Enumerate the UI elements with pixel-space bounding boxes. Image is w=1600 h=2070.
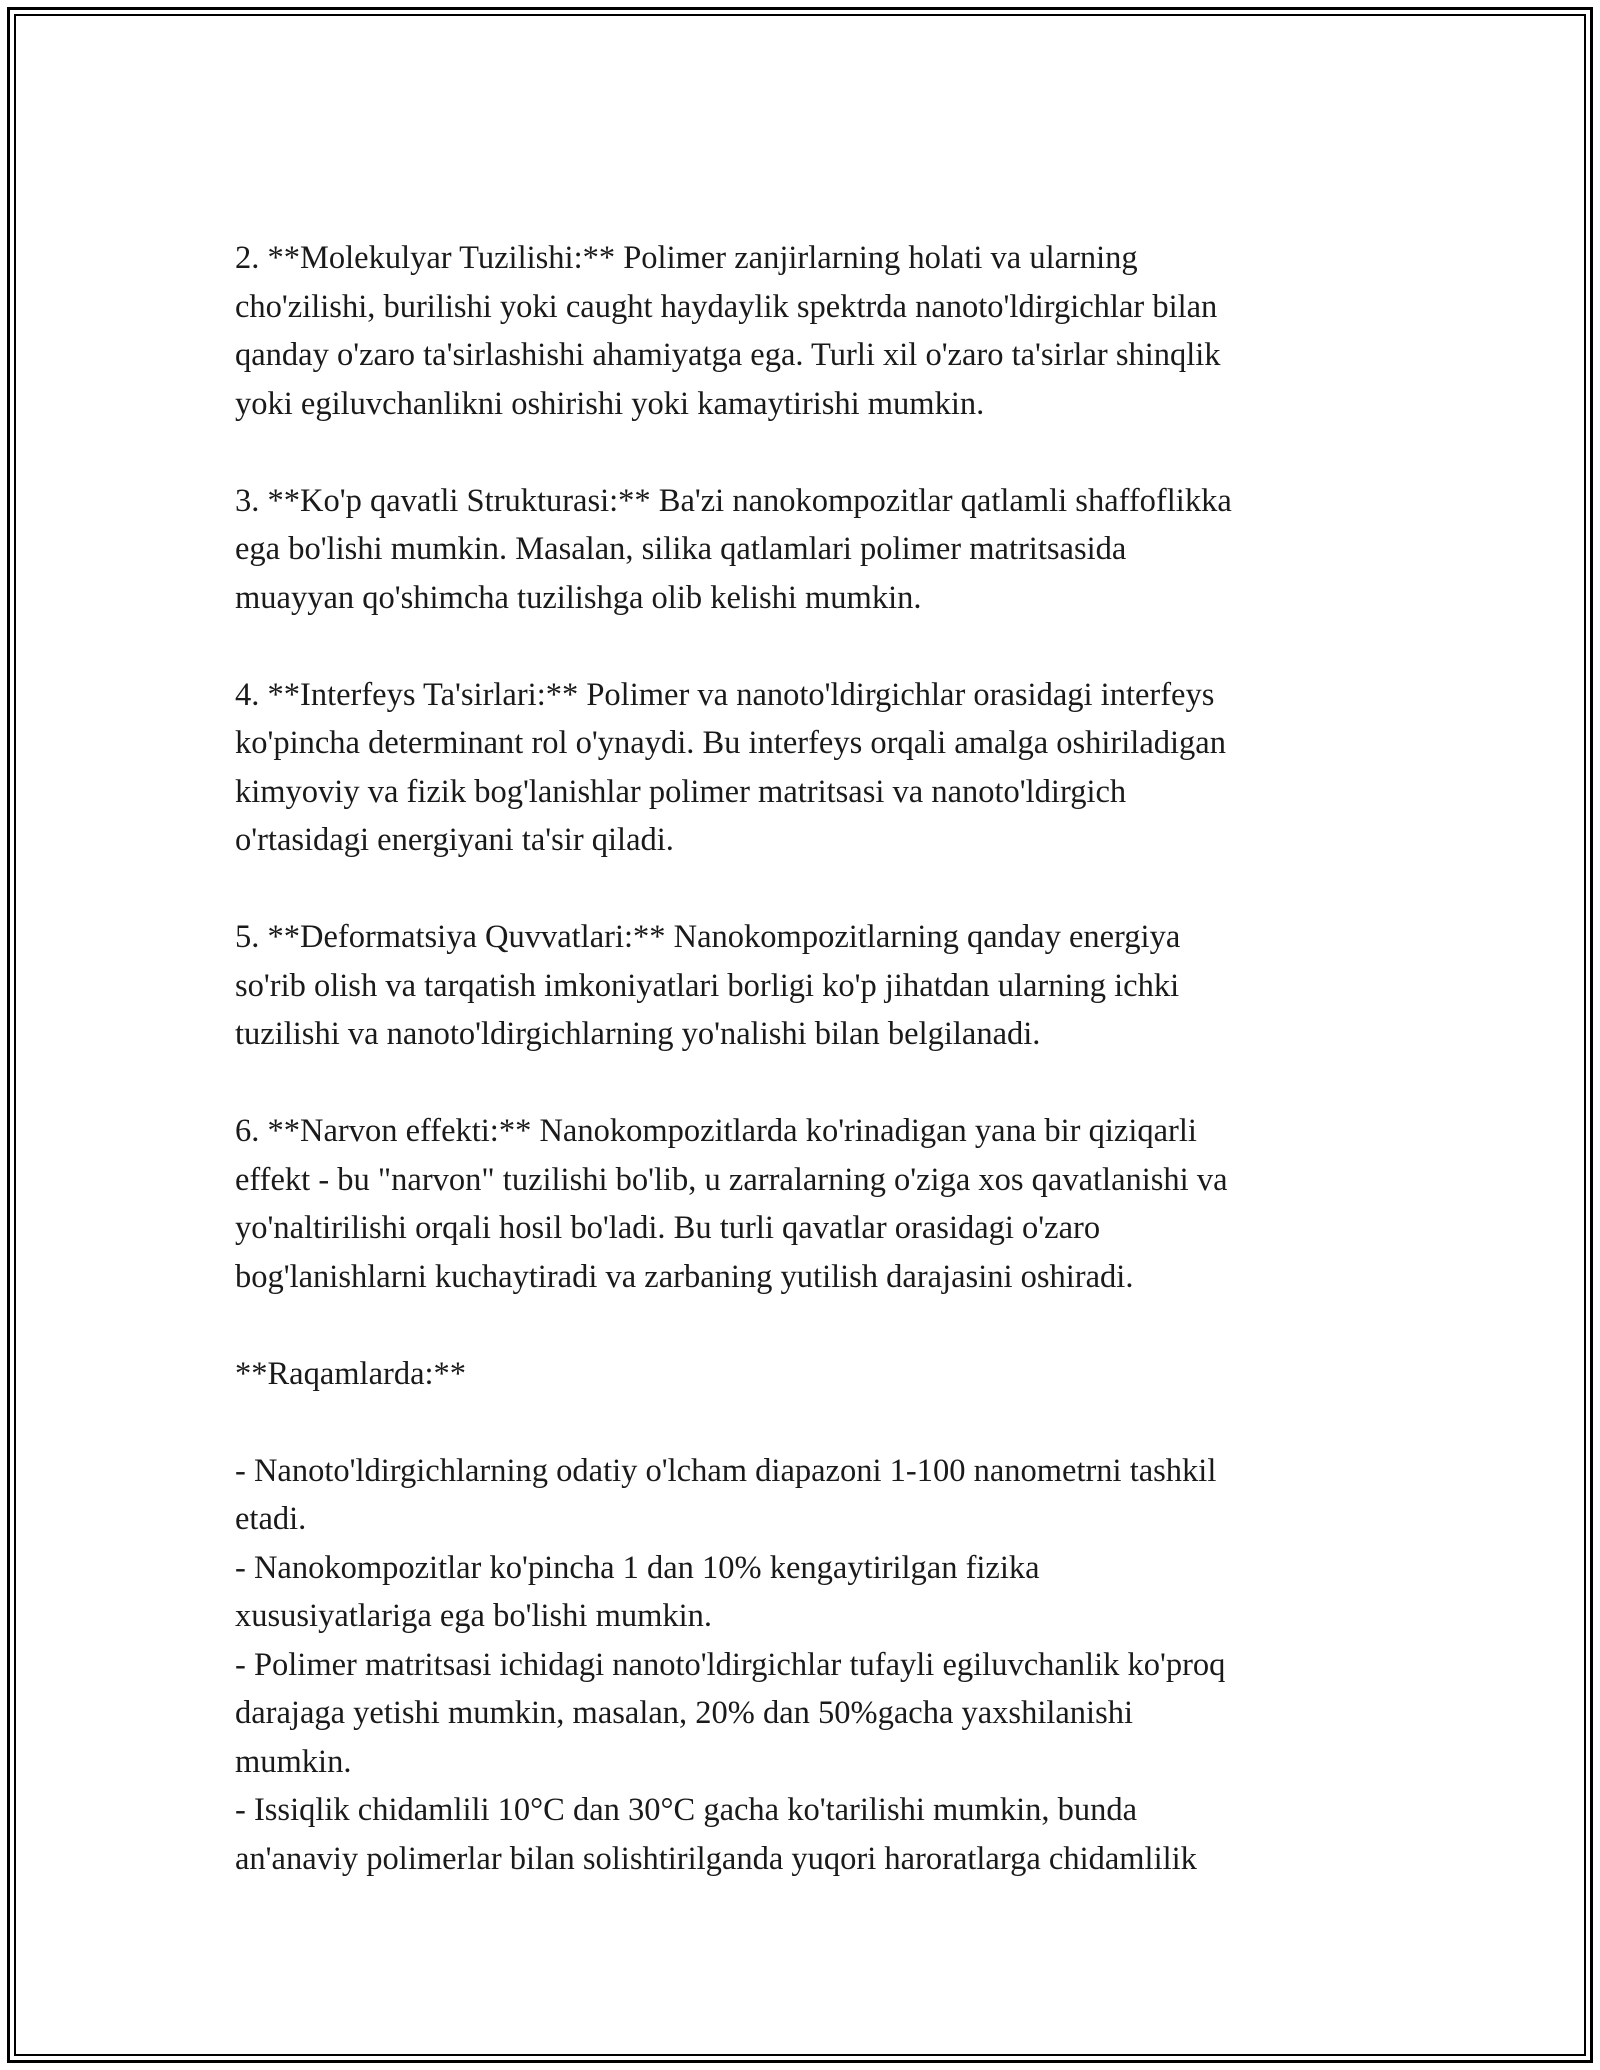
text-line: kimyoviy va fizik bog'lanishlar polimer matritsasi va nanoto'ldirgich xyxy=(235,773,1127,810)
paragraph-narvon-effekti xyxy=(235,1107,1375,1301)
list-item-line: - Nanoto'ldirgichlarning odatiy o'lcham diapazoni 1-100 nanometrni tashkil xyxy=(235,1452,1217,1489)
text-line: effekt - bu "narvon" tuzilishi bo'lib, u zarralarning o'ziga xos qavatlanishi va xyxy=(235,1161,1228,1198)
list-item-line: - Nanokompozitlar ko'pincha 1 dan 10% kengaytirilgan fizika xyxy=(235,1549,1040,1586)
text-line: 6. **Narvon effekti:** Nanokompozitlarda ko'rinadigan yana bir qiziqarli xyxy=(235,1113,1197,1149)
text-line: 4. **Interfeys Ta'sirlari:** Polimer va nanoto'ldirgichlar orasidagi interfeys xyxy=(235,676,1215,713)
text-line: bog'lanishlarni kuchaytiradi va zarbaning yutilish darajasini oshiradi. xyxy=(235,1258,1134,1295)
text-line: so'rib olish va tarqatish imkoniyatlari borligi ko'p jihatdan ularning ichki xyxy=(235,967,1180,1004)
paragraph-interfeys-tasirlari xyxy=(235,671,1375,865)
paragraph-deformatsiya-quvvatlari xyxy=(235,913,1375,1059)
text-line: muayyan qo'shimcha tuzilishga olib kelishi mumkin. xyxy=(235,579,922,616)
text-line: 3. **Ko'p qavatli Strukturasi:** Ba'zi nanokompozitlar qatlamli shaffoflikka xyxy=(235,482,1232,519)
paragraph-molekulyar-tuzilishi xyxy=(235,234,1375,428)
text-line: qanday o'zaro ta'sirlashishi ahamiyatga ega. Turli xil o'zaro ta'sirlar shinqlik xyxy=(235,337,1221,373)
document-body xyxy=(235,234,1375,1883)
section-heading-raqamlarda xyxy=(235,1350,1375,1399)
list-item-line: - Issiqlik chidamlili 10°C dan 30°C gacha ko'tarilishi mumkin, bunda xyxy=(235,1792,1138,1828)
list-item-line: darajaga yetishi mumkin, masalan, 20% dan 50%gacha yaxshilanishi xyxy=(235,1695,1134,1731)
list-item-line: xususiyatlariga ega bo'lishi mumkin. xyxy=(235,1598,713,1634)
list-item-line: mumkin. xyxy=(235,1743,352,1780)
bullet-list xyxy=(235,1447,1375,1884)
paragraph-kop-qavatli-strukturasi xyxy=(235,477,1375,623)
text-line: yoki egiluvchanlikni oshirishi yoki kamaytirishi mumkin. xyxy=(235,385,985,422)
text-line: yo'naltirilishi orqali hosil bo'ladi. Bu turli qavatlar orasidagi o'zaro xyxy=(235,1210,1101,1246)
text-line: cho'zilishi, burilishi yoki caught haydaylik spektrda nanoto'ldirgichlar bilan xyxy=(235,288,1218,325)
text-line: o'rtasidagi energiyani ta'sir qiladi. xyxy=(235,822,674,858)
list-item-line: etadi. xyxy=(235,1501,307,1537)
text-line: 5. **Deformatsiya Quvvatlari:** Nanokompozitlarning qanday energiya xyxy=(235,919,1181,955)
text-line: ko'pincha determinant rol o'ynaydi. Bu interfeys orqali amalga oshiriladigan xyxy=(235,725,1226,761)
list-item-line: an'anaviy polimerlar bilan solishtirilganda yuqori haroratlarga chidamlilik xyxy=(235,1840,1197,1877)
text-line: ega bo'lishi mumkin. Masalan, silika qatlamlari polimer matritsasida xyxy=(235,531,1127,567)
text-line: 2. **Molekulyar Tuzilishi:** Polimer zanjirlarning holati va ularning xyxy=(235,240,1138,276)
text-line: tuzilishi va nanoto'ldirgichlarning yo'nalishi bilan belgilanadi. xyxy=(235,1016,1041,1052)
list-item-line: - Polimer matritsasi ichidagi nanoto'ldirgichlar tufayli egiluvchanlik ko'proq xyxy=(235,1646,1226,1683)
text-line: **Raqamlarda:** xyxy=(235,1355,467,1392)
